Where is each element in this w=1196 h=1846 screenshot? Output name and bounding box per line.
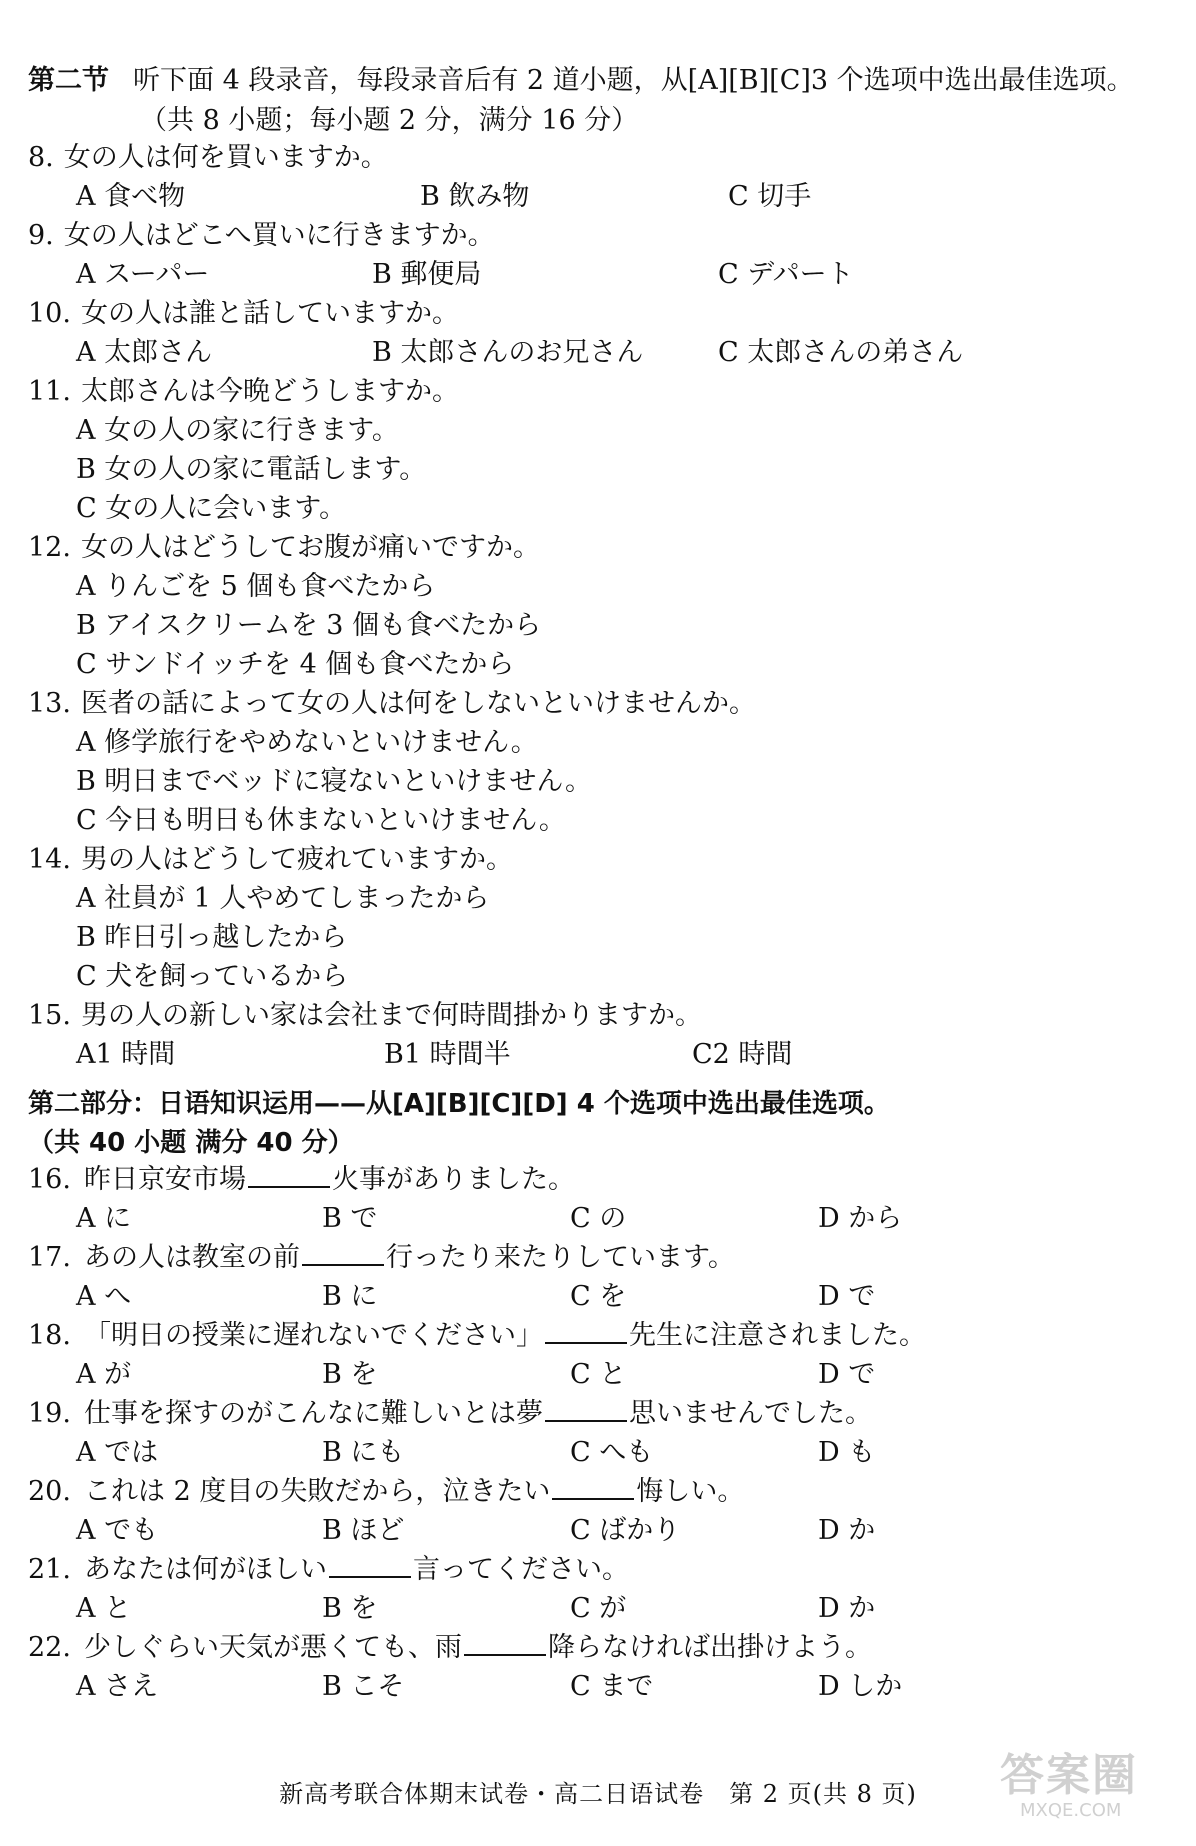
question-number: 10.	[28, 298, 71, 329]
question-item	[0, 996, 1196, 1074]
question-text-before: 仕事を探すのがこんなに難しいとは夢	[84, 1398, 543, 1429]
question-number: 18.	[28, 1320, 71, 1351]
question-number: 8.	[28, 142, 54, 173]
option-row	[0, 255, 1196, 294]
option-row	[0, 1589, 1196, 1628]
answer-option: B 明日までベッドに寝ないといけません。	[76, 766, 593, 797]
question-number: 12.	[28, 532, 71, 563]
answer-option: A 太郎さん	[76, 337, 213, 368]
option-row	[0, 333, 1196, 372]
question-text-after: 火事がありました。	[332, 1164, 575, 1195]
question-text: 女の人はどこへ買いに行きますか。	[63, 220, 495, 251]
question-text: 女の人は何を買いますか。	[63, 142, 388, 173]
question-text: 男の人の新しい家は会社まで何時間掛かりますか。	[80, 1000, 702, 1031]
question-stem	[0, 216, 1196, 255]
answer-option: B こそ	[322, 1671, 405, 1702]
question-stem	[0, 138, 1196, 177]
question-stem	[0, 294, 1196, 333]
answer-option: A1 時間	[76, 1039, 176, 1070]
answer-option: A スーパー	[76, 259, 210, 290]
option-row	[0, 1035, 1196, 1074]
question-item	[0, 1472, 1196, 1550]
watermark	[1000, 1752, 1180, 1836]
answer-option: C が	[570, 1593, 627, 1624]
question-number: 22.	[28, 1632, 71, 1663]
answer-option: D か	[818, 1593, 876, 1624]
section-instruction: 听下面 4 段录音，每段录音后有 2 道小题，从[A][B][C]3 个选项中选出最佳选项。	[133, 65, 1134, 96]
answer-blank	[545, 1320, 627, 1344]
answer-option: B 太郎さんのお兄さん	[372, 337, 644, 368]
question-number: 19.	[28, 1398, 71, 1429]
answer-option: B ほど	[322, 1515, 405, 1546]
answer-option: C 太郎さんの弟さん	[718, 337, 964, 368]
question-text: 男の人はどうして疲れていますか。	[80, 844, 513, 875]
question-stem	[0, 840, 1196, 879]
answer-option: C の	[570, 1203, 627, 1234]
question-item	[0, 1550, 1196, 1628]
question-number: 21.	[28, 1554, 71, 1585]
question-text-before: あなたは何がほしい	[84, 1554, 327, 1585]
answer-option: A 食べ物	[76, 181, 186, 212]
answer-option: C 犬を飼っているから	[76, 961, 349, 992]
answer-option: B で	[322, 1203, 378, 1234]
answer-option: B にも	[322, 1437, 405, 1468]
question-stem	[0, 1394, 1196, 1433]
question-item	[0, 684, 1196, 840]
answer-option: C 切手	[728, 181, 812, 212]
answer-option: A と	[76, 1593, 132, 1624]
answer-option: B 飲み物	[420, 181, 530, 212]
question-stem	[0, 1628, 1196, 1667]
question-number: 20.	[28, 1476, 71, 1507]
section-scoring: （共 8 小题；每小题 2 分，满分 16 分）	[140, 105, 639, 136]
answer-blank	[545, 1398, 627, 1422]
option-row	[0, 1667, 1196, 1706]
question-number: 15.	[28, 1000, 71, 1031]
answer-option: D も	[818, 1437, 876, 1468]
watermark-logo: 答案圈	[1000, 1750, 1138, 1801]
question-stem	[0, 684, 1196, 723]
question-text: 女の人は誰と話していますか。	[80, 298, 459, 329]
part2-scoring: （共 40 小题 满分 40 分）	[28, 1128, 354, 1158]
section-label: 第二节	[28, 65, 109, 96]
answer-option: A さえ	[76, 1671, 159, 1702]
question-item	[0, 528, 1196, 684]
answer-option: B 郵便局	[372, 259, 482, 290]
question-item	[0, 1394, 1196, 1472]
answer-option: A が	[76, 1359, 132, 1390]
question-item	[0, 372, 1196, 528]
question-text-before: 「明日の授業に遅れないでください」	[84, 1320, 543, 1351]
answer-option: C へも	[570, 1437, 654, 1468]
answer-option: C を	[570, 1281, 627, 1312]
answer-option: D で	[818, 1359, 876, 1390]
answer-option: C まで	[570, 1671, 654, 1702]
question-text: 太郎さんは今晩どうしますか。	[80, 376, 459, 407]
question-text: 医者の話によって女の人は何をしないといけませんか。	[80, 688, 756, 719]
question-number: 11.	[28, 376, 71, 407]
answer-option: C デパート	[718, 259, 854, 290]
question-item	[0, 216, 1196, 294]
question-text-after: 行ったり来たりしています。	[386, 1242, 735, 1273]
question-stem	[0, 1316, 1196, 1355]
question-text-before: あの人は教室の前	[84, 1242, 300, 1273]
answer-option: B に	[322, 1281, 378, 1312]
answer-option: C と	[570, 1359, 627, 1390]
answer-option: C サンドイッチを 4 個も食べたから	[76, 649, 515, 680]
answer-option: B アイスクリームを 3 個も食べたから	[76, 610, 542, 641]
question-number: 14.	[28, 844, 71, 875]
question-text: 女の人はどうしてお腹が痛いですか。	[80, 532, 540, 563]
question-stem	[0, 1238, 1196, 1277]
option-row	[0, 1199, 1196, 1238]
question-number: 16.	[28, 1164, 71, 1195]
answer-option: D で	[818, 1281, 876, 1312]
question-item	[0, 1316, 1196, 1394]
answer-option: A へ	[76, 1281, 132, 1312]
question-stem	[0, 528, 1196, 567]
question-stem	[0, 1550, 1196, 1589]
option-row	[0, 177, 1196, 216]
question-item	[0, 840, 1196, 996]
option-row	[0, 1355, 1196, 1394]
listening-questions	[0, 138, 1196, 1074]
answer-option: A では	[76, 1437, 159, 1468]
question-item	[0, 138, 1196, 216]
answer-blank	[302, 1242, 384, 1266]
question-stem	[0, 372, 1196, 411]
question-item	[0, 1238, 1196, 1316]
answer-option: B を	[322, 1359, 378, 1390]
part2-heading: 第二部分：日语知识运用——从[A][B][C][D] 4 个选项中选出最佳选项。	[28, 1089, 890, 1119]
answer-blank	[329, 1554, 411, 1578]
answer-option: A 女の人の家に行きます。	[76, 415, 399, 446]
answer-option: B 女の人の家に電話します。	[76, 454, 427, 485]
question-text-before: 少しぐらい天気が悪くても、雨	[84, 1632, 462, 1663]
answer-option: A に	[76, 1203, 132, 1234]
question-stem	[0, 1472, 1196, 1511]
answer-option: C 女の人に会います。	[76, 493, 347, 524]
question-text-after: 悔しい。	[636, 1476, 745, 1507]
question-number: 13.	[28, 688, 71, 719]
question-text-before: これは 2 度目の失敗だから，泣きたい	[84, 1476, 551, 1507]
question-stem	[0, 996, 1196, 1035]
option-row	[0, 1511, 1196, 1550]
answer-option: C2 時間	[692, 1039, 793, 1070]
question-text-after: 思いませんでした。	[629, 1398, 872, 1429]
answer-option: B を	[322, 1593, 378, 1624]
section-heading	[28, 58, 1178, 97]
page-footer: 新高考联合体期末试卷・高二日语试卷 第 2 页(共 8 页)	[279, 1780, 917, 1808]
grammar-questions	[0, 1160, 1196, 1706]
option-row	[0, 1433, 1196, 1472]
option-row	[0, 1277, 1196, 1316]
question-text-after: 降らなければ出掛けよう。	[548, 1632, 872, 1663]
answer-option: A でも	[76, 1515, 159, 1546]
question-text-after: 先生に注意されました。	[629, 1320, 926, 1351]
answer-option: A 社員が 1 人やめてしまったから	[76, 883, 490, 914]
answer-option: C 今日も明日も休まないといけません。	[76, 805, 566, 836]
question-number: 9.	[28, 220, 54, 251]
question-text-before: 昨日京安市場	[84, 1164, 246, 1195]
answer-option: A りんごを 5 個も食べたから	[76, 571, 436, 602]
question-item	[0, 1628, 1196, 1706]
question-stem	[0, 1160, 1196, 1199]
answer-option: D か	[818, 1515, 876, 1546]
question-item	[0, 1160, 1196, 1238]
question-number: 17.	[28, 1242, 71, 1273]
answer-blank	[248, 1164, 330, 1188]
watermark-url: MXQE.COM	[1020, 1800, 1122, 1821]
question-item	[0, 294, 1196, 372]
answer-blank	[552, 1476, 634, 1500]
answer-option: D から	[818, 1203, 903, 1234]
answer-option: B1 時間半	[384, 1039, 511, 1070]
answer-option: D しか	[818, 1671, 903, 1702]
answer-option: A 修学旅行をやめないといけません。	[76, 727, 538, 758]
answer-option: B 昨日引っ越したから	[76, 922, 348, 953]
answer-option: C ばかり	[570, 1515, 681, 1546]
question-text-after: 言ってください。	[413, 1554, 629, 1585]
answer-blank	[464, 1632, 546, 1656]
